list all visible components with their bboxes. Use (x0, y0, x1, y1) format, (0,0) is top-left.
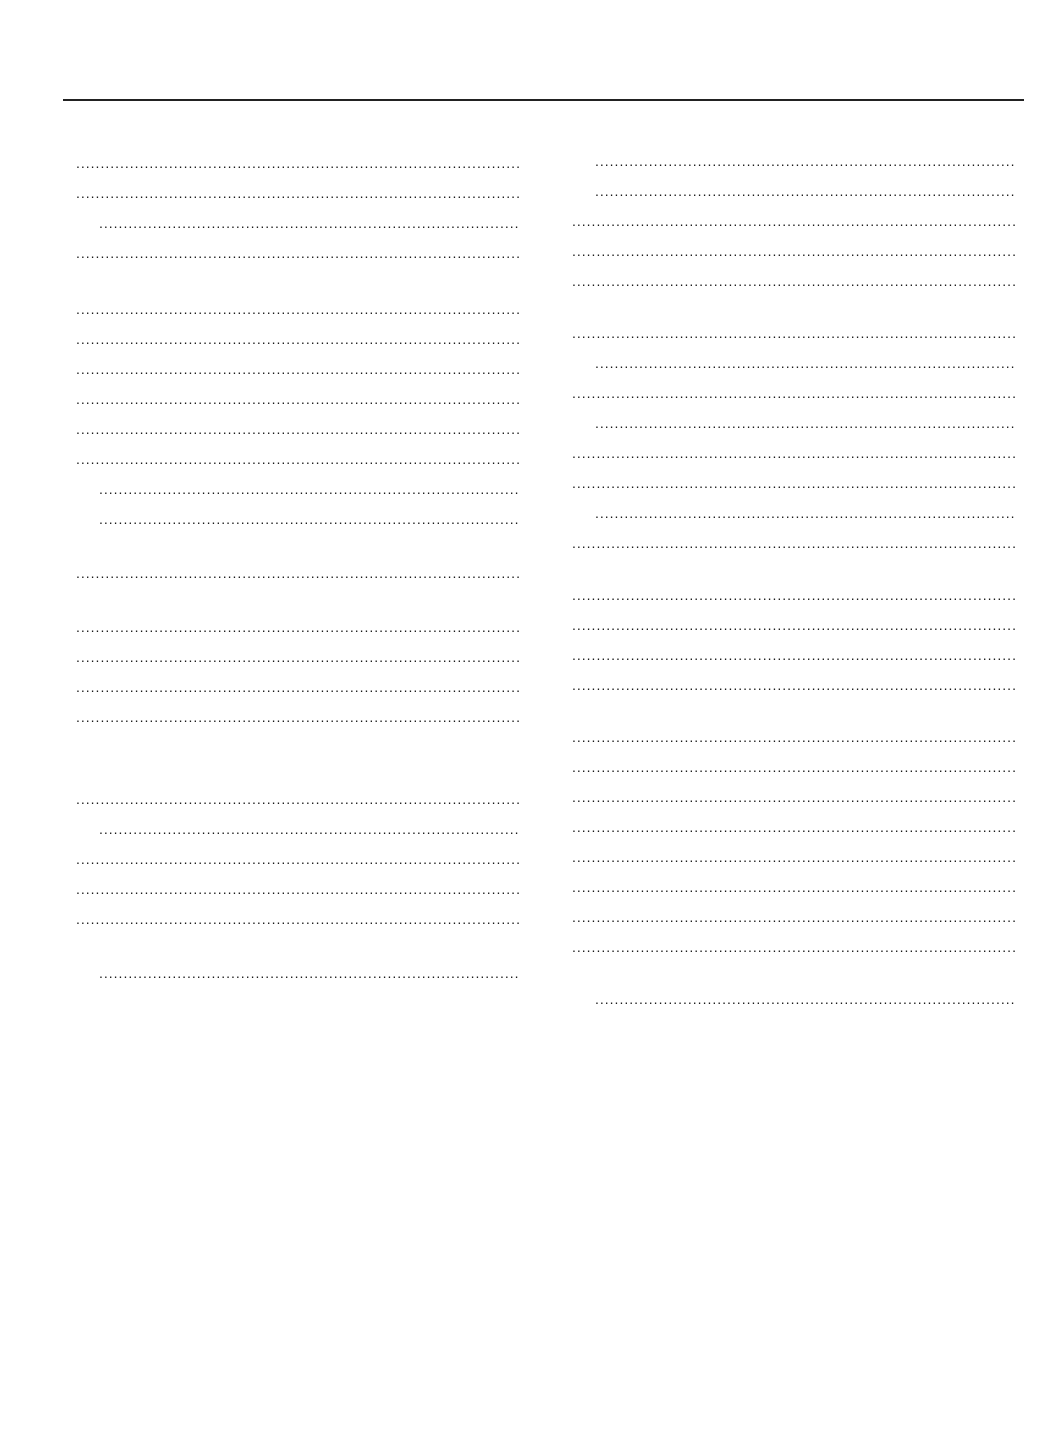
toc-entry-line (566, 644, 1016, 666)
toc-entry-link[interactable] (566, 782, 1016, 812)
toc-entry-line (70, 646, 520, 668)
toc-entry-line (566, 756, 1016, 778)
dot-leader (76, 448, 519, 470)
dot-leader (76, 358, 519, 380)
dot-leader (99, 212, 519, 234)
dot-leader (572, 816, 1015, 838)
toc-entry-line (566, 412, 1016, 434)
toc-entry-line (566, 786, 1016, 808)
dot-leader (572, 936, 1015, 958)
dot-leader (595, 502, 1015, 524)
toc-entry-link[interactable] (70, 208, 520, 238)
dot-leader (76, 878, 519, 900)
toc-entry-line (566, 816, 1016, 838)
toc-entry-line (566, 988, 1016, 1010)
dot-leader (572, 756, 1015, 778)
dot-leader (572, 644, 1015, 666)
toc-left-column (70, 146, 520, 988)
toc-section (566, 318, 1016, 558)
toc-entry-line (70, 388, 520, 410)
toc-entry-line (70, 508, 520, 530)
toc-entry-line (70, 448, 520, 470)
toc-section (566, 722, 1016, 962)
toc-entry-line (70, 182, 520, 204)
toc-entry-link[interactable] (70, 612, 520, 642)
toc-section (70, 612, 520, 732)
toc-entry-link[interactable] (566, 266, 1016, 296)
toc-entry-link[interactable] (566, 318, 1016, 348)
toc-entry-link[interactable] (70, 904, 520, 934)
toc-entry-link[interactable] (566, 640, 1016, 670)
toc-entry-line (70, 358, 520, 380)
dot-leader (76, 676, 519, 698)
dot-leader (572, 614, 1015, 636)
toc-entry-link[interactable] (70, 844, 520, 874)
dot-leader (595, 988, 1015, 1010)
toc-entry-link[interactable] (70, 958, 520, 988)
toc-entry-link[interactable] (566, 722, 1016, 752)
toc-entry-line (70, 878, 520, 900)
dot-leader (99, 508, 519, 530)
toc-entry-line (70, 478, 520, 500)
toc-entry-line (70, 962, 520, 984)
toc-entry-link[interactable] (566, 408, 1016, 438)
dot-leader (76, 788, 519, 810)
dot-leader (76, 328, 519, 350)
toc-entry-line (70, 212, 520, 234)
dot-leader (76, 616, 519, 638)
toc-entry-link[interactable] (70, 294, 520, 324)
toc-entry-link[interactable] (70, 148, 520, 178)
dot-leader (99, 962, 519, 984)
toc-entry-link[interactable] (566, 842, 1016, 872)
toc-entry-line (70, 616, 520, 638)
toc-entry-link[interactable] (70, 784, 520, 814)
toc-section (70, 958, 520, 988)
toc-entry-line (566, 322, 1016, 344)
dot-leader (595, 150, 1015, 172)
toc-entry-line (566, 584, 1016, 606)
toc-entry-link[interactable] (566, 378, 1016, 408)
toc-entry-line (566, 472, 1016, 494)
dot-leader (76, 388, 519, 410)
toc-entry-link[interactable] (70, 178, 520, 208)
dot-leader (99, 478, 519, 500)
toc-entry-link[interactable] (70, 474, 520, 504)
toc-entry-link[interactable] (566, 752, 1016, 782)
toc-entry-link[interactable] (566, 932, 1016, 962)
toc-entry-link[interactable] (566, 146, 1016, 176)
toc-entry-line (566, 180, 1016, 202)
toc-entry-link[interactable] (566, 528, 1016, 558)
toc-entry-line (566, 210, 1016, 232)
dot-leader (76, 706, 519, 728)
toc-entry-link[interactable] (566, 206, 1016, 236)
toc-entry-link[interactable] (70, 324, 520, 354)
toc-section (70, 558, 520, 588)
toc-entry-link[interactable] (566, 610, 1016, 640)
toc-entry-link[interactable] (566, 812, 1016, 842)
toc-section (70, 294, 520, 534)
toc-entry-line (70, 706, 520, 728)
dot-leader (572, 382, 1015, 404)
dot-leader (76, 848, 519, 870)
toc-entry-link[interactable] (70, 814, 520, 844)
toc-entry-line (566, 442, 1016, 464)
toc-entry-line (566, 270, 1016, 292)
toc-entry-link[interactable] (70, 384, 520, 414)
dot-leader (572, 846, 1015, 868)
toc-entry-line (566, 352, 1016, 374)
dot-leader (76, 908, 519, 930)
toc-entry-line (70, 848, 520, 870)
dot-leader (76, 152, 519, 174)
toc-entry-line (566, 876, 1016, 898)
toc-entry-line (566, 906, 1016, 928)
dot-leader (572, 726, 1015, 748)
toc-section (70, 756, 520, 934)
title-divider (63, 99, 1024, 101)
toc-entry-line (566, 674, 1016, 696)
dot-leader (572, 584, 1015, 606)
dot-leader (99, 818, 519, 840)
dot-leader (595, 412, 1015, 434)
toc-entry-link[interactable] (566, 580, 1016, 610)
toc-entry-line (566, 726, 1016, 748)
toc-entry-link[interactable] (566, 872, 1016, 902)
toc-entry-link[interactable] (70, 504, 520, 534)
toc-entry-line (566, 240, 1016, 262)
toc-entry-link[interactable] (566, 984, 1016, 1014)
toc-entry-link[interactable] (566, 236, 1016, 266)
spacer (70, 756, 520, 784)
toc-section (70, 148, 520, 268)
toc-entry-link[interactable] (70, 414, 520, 444)
toc-entry-line (70, 242, 520, 264)
toc-entry-line (70, 818, 520, 840)
toc-entry-line (566, 382, 1016, 404)
toc-entry-line (70, 788, 520, 810)
dot-leader (76, 646, 519, 668)
toc-entry-link[interactable] (566, 438, 1016, 468)
toc-entry-line (566, 150, 1016, 172)
toc-entry-line (566, 936, 1016, 958)
toc-entry-line (70, 298, 520, 320)
toc-section (566, 580, 1016, 700)
toc-entry-link[interactable] (70, 558, 520, 588)
toc-entry-link[interactable] (70, 874, 520, 904)
dot-leader (572, 786, 1015, 808)
dot-leader (572, 270, 1015, 292)
toc-entry-line (566, 532, 1016, 554)
toc-section (566, 146, 1016, 296)
dot-leader (76, 182, 519, 204)
toc-entry-link[interactable] (70, 354, 520, 384)
toc-entry-link[interactable] (566, 670, 1016, 700)
toc-entry-line (566, 614, 1016, 636)
dot-leader (572, 472, 1015, 494)
dot-leader (572, 322, 1015, 344)
dot-leader (76, 298, 519, 320)
toc-entry-link[interactable] (566, 902, 1016, 932)
toc-entry-link[interactable] (566, 498, 1016, 528)
toc-entry-link[interactable] (566, 348, 1016, 378)
toc-section (566, 984, 1016, 1014)
dot-leader (76, 418, 519, 440)
toc-entry-link[interactable] (566, 176, 1016, 206)
toc-entry-line (70, 418, 520, 440)
toc-entry-link[interactable] (70, 642, 520, 672)
dot-leader (572, 442, 1015, 464)
toc-entry-line (70, 908, 520, 930)
toc-entry-link[interactable] (70, 672, 520, 702)
toc-entry-link[interactable] (70, 238, 520, 268)
toc-entry-line (566, 502, 1016, 524)
toc-entry-line (70, 676, 520, 698)
dot-leader (595, 352, 1015, 374)
dot-leader (572, 674, 1015, 696)
dot-leader (76, 562, 519, 584)
dot-leader (572, 532, 1015, 554)
toc-entry-link[interactable] (70, 444, 520, 474)
dot-leader (572, 210, 1015, 232)
toc-entry-line (70, 152, 520, 174)
dot-leader (595, 180, 1015, 202)
toc-entry-link[interactable] (566, 468, 1016, 498)
dot-leader (572, 240, 1015, 262)
toc-entry-link[interactable] (70, 702, 520, 732)
toc-entry-line (70, 328, 520, 350)
dot-leader (76, 242, 519, 264)
dot-leader (572, 906, 1015, 928)
dot-leader (572, 876, 1015, 898)
toc-entry-line (70, 562, 520, 584)
toc-right-column (566, 146, 1016, 1014)
toc-entry-line (566, 846, 1016, 868)
